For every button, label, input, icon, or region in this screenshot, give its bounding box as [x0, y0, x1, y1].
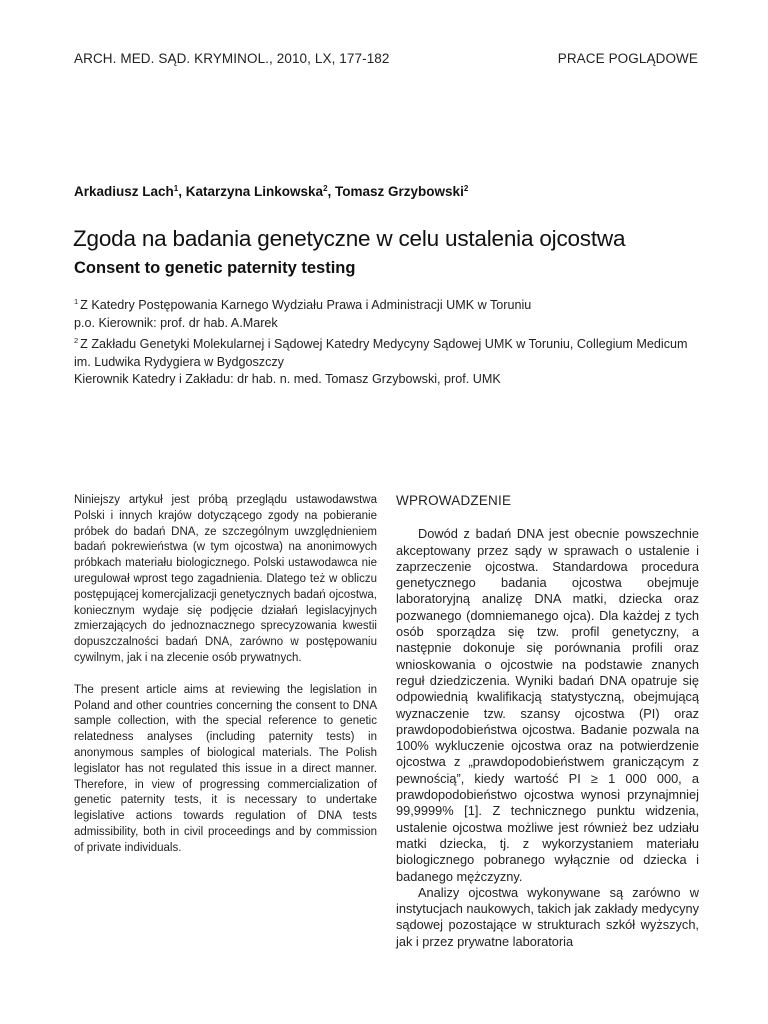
affiliation-line: [74, 315, 704, 333]
running-header: [74, 51, 698, 66]
author-name: Arkadiusz Lach: [74, 184, 174, 199]
article-title-polish: Zgoda na badania genetyczne w celu ustalenia ojcostwa: [73, 226, 626, 251]
body-paragraph: Dowód z badań DNA jest obecnie powszechnie akceptowany przez sądy w sprawach o ustalenie i zaprzeczenie ojcostwa. Standardowa procedura genetycznego badania ojcostwa obejmuje laboratoryjną analizę DNA matki, dziecka oraz pozwanego (domniemanego ojca). Dla każdej z tych osób sporządza się tzw. profil genetyczny, a następnie dokonuje się porównania profili oraz wnioskowania o ojcostwie na podstawie znanych reguł dziedziczenia. Wyniki badań DNA opatruje się odpowiednią kwalifikacją statystyczną, obejmującą wyznaczenie tzw. szansy ojcostwa (PI) oraz prawdopodobieństwa ojcostwa. Badanie pozwala na 100% wykluczenie ojcostwa oraz na potwierdzenie ojcostwa z „prawdopodobieństwem graniczącym z pewnością”, kiedy wartość PI ≥ 1 000 000, a prawdopodobieństwo ojcostwa wynosi przynajmniej 99,9999% [1]. Z technicznego punktu widzenia, ustalenie ojcostwa możliwe jest również bez udziału matki dziecka, tj. z wykorzystaniem materiału biologicznego pobranego wyłącznie od dziecka i badanego mężczyzny.: [396, 526, 699, 884]
author-name: Tomasz Grzybowski: [335, 184, 464, 199]
abstract-english: The present article aims at reviewing the legislation in Poland and other countries concerning the consent to DNA sample collection, with the special reference to genetic relatedness analyses (including paternity tests) in anonymous samples of biological materials. The Polish legislator has not regulated this issue in a direct manner. Therefore, in view of progressing commercialization of genetic paternity tests, it is necessary to undertake legislative actions towards regulation of DNA tests admissibility, both in civil proceedings and by commission of private individuals.: [74, 683, 377, 854]
author-name: Katarzyna Linkowska: [185, 184, 324, 199]
affiliation-text: Kierownik Katedry i Zakładu: dr hab. n. med. Tomasz Grzybowski, prof. UMK: [74, 372, 501, 386]
affiliation-marker: 2: [74, 336, 79, 345]
author-affiliation-marker: 1: [173, 184, 179, 193]
main-text-column: [396, 493, 699, 950]
article-category: PRACE POGLĄDOWE: [557, 51, 698, 66]
author-affiliation-marker: 2: [463, 184, 469, 193]
body-paragraph: Analizy ojcostwa wykonywane są zarówno w instytucjach naukowych, takich jak zakłady medycyny sądowej pozostające w strukturach szkół wyższych, jak i przez prywatne laboratoria: [396, 884, 699, 949]
affiliation-text: Z Katedry Postępowania Karnego Wydziału Prawa i Administracji UMK w Toruniu: [80, 298, 532, 312]
journal-citation: ARCH. MED. SĄD. KRYMINOL., 2010, LX, 177-182: [74, 51, 390, 66]
abstract-column: [74, 493, 377, 873]
affiliations: [74, 293, 704, 389]
affiliation-text: p.o. Kierownik: prof. dr hab. A.Marek: [74, 315, 278, 330]
author-separator: ,: [327, 184, 336, 199]
affiliation-line: [74, 332, 704, 371]
author-affiliation-marker: 2: [323, 184, 328, 193]
affiliation-line: [74, 293, 704, 315]
affiliation-text: Z Zakładu Genetyki Molekularnej i Sądowej Katedry Medycyny Sądowej UMK w Toruniu, Collegium Medicum im. Ludwika Rydygiera w Bydgoszczy: [74, 337, 688, 369]
affiliation-line: [74, 371, 704, 389]
affiliation-marker: 1: [74, 297, 79, 306]
author-separator: ,: [178, 184, 186, 199]
abstract-polish: Niniejszy artykuł jest próbą przeglądu ustawodawstwa Polski i innych krajów dotyczącego zgody na pobieranie próbek do badań DNA, ze szczególnym uwzględnieniem badań pokrewieństwa (w tym ojcostwa) na anonimowych próbkach materiału biologicznego. Polski ustawodawca nie uregulował wprost tego zagadnienia. Dlatego też w obliczu postępującej komercjalizacji genetycznych badań ojcostwa, koniecznym wydaje się podjęcie działań legislacyjnych zmierzających do jednoznacznego sprecyzowania kwestii dopuszczalności badań DNA, zarówno w postępowaniu cywilnym, jak i na zlecenie osób prywatnych.: [74, 494, 377, 664]
section-heading-introduction: WPROWADZENIE: [396, 493, 512, 508]
article-title-english: Consent to genetic paternity testing: [74, 259, 356, 277]
author-list: [74, 184, 468, 199]
